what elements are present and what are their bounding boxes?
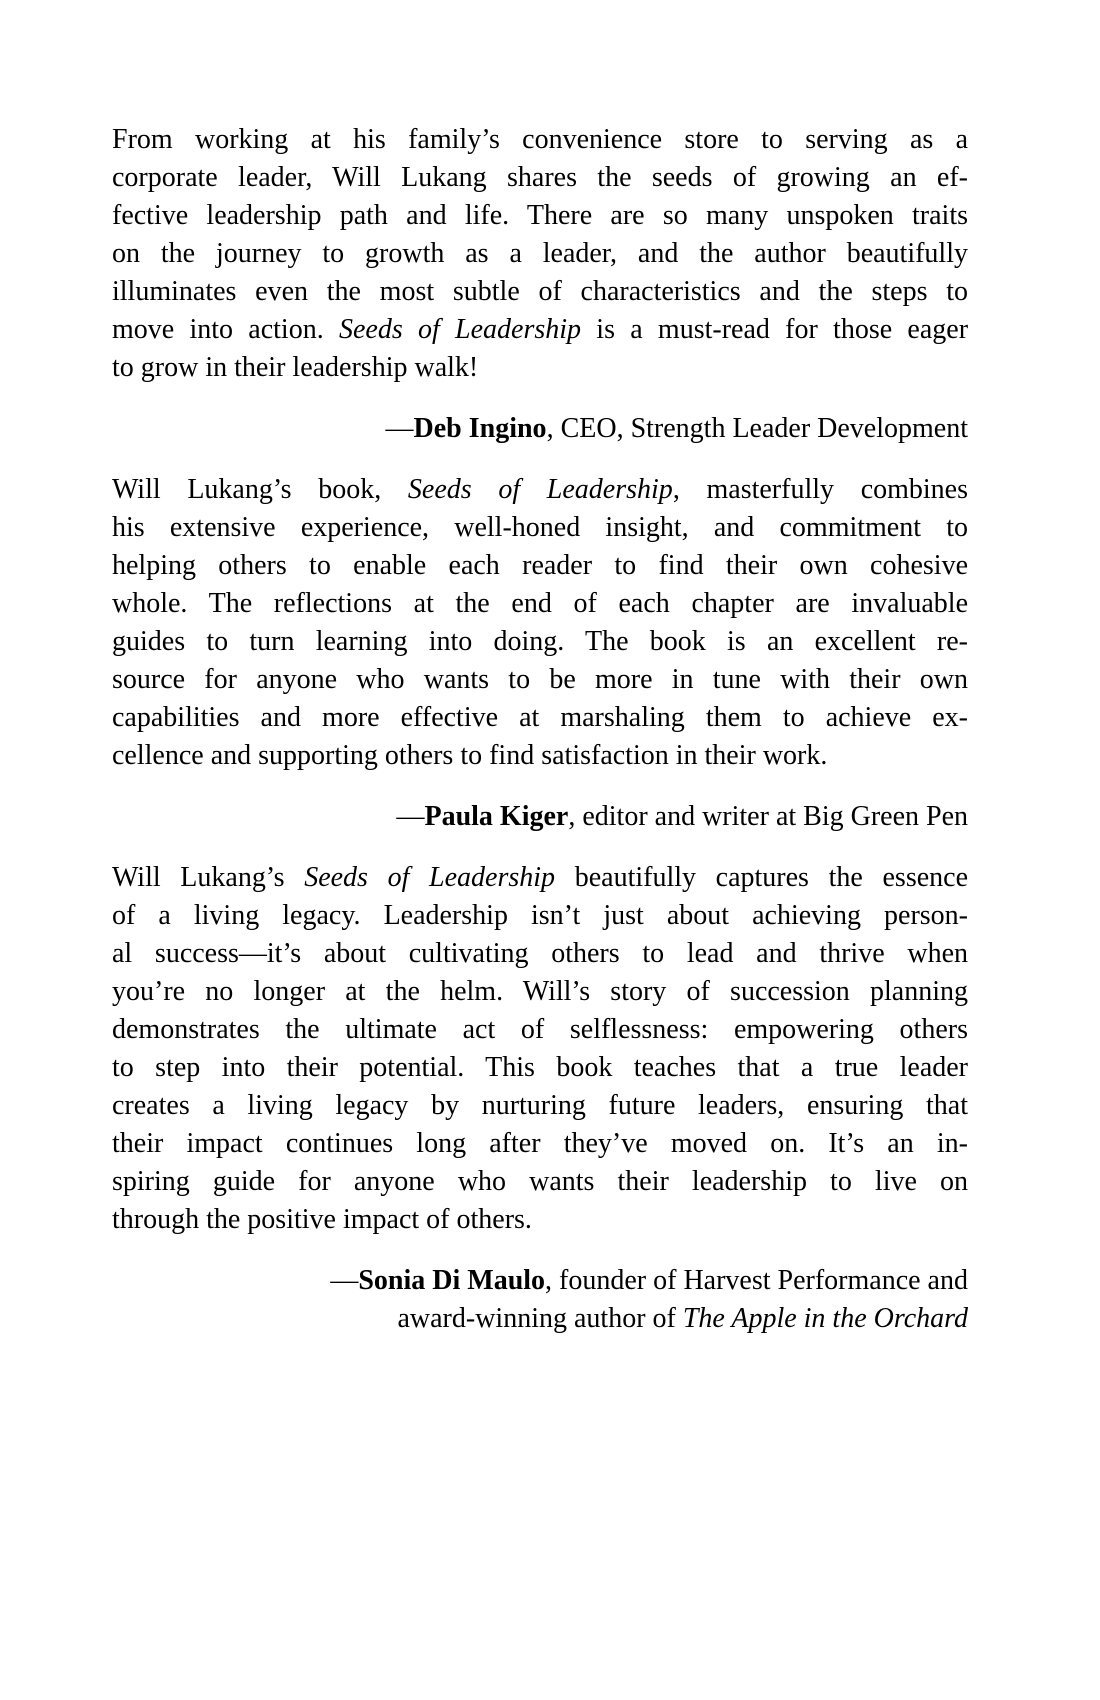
text-segment: — [396,801,425,832]
text-line [112,121,968,159]
text-segment: , masterfully combines [672,474,969,505]
text-segment: you’re no longer at the helm. Will’s story of succession planning [112,976,968,1007]
text-segment: creates a living legacy by nurturing future leaders, ensuring that [112,1090,968,1121]
text-segment: of a living legacy. Leadership isn’t just about achieving person- [112,900,968,931]
text-line [112,623,968,661]
book-title: The Apple in the Orchard [682,1303,968,1334]
text-segment: Will Lukang’s [112,862,305,893]
endorsement-block-3 [112,859,968,1338]
text-segment: illuminates even the most subtle of characteristics and the steps to [112,276,968,307]
text-line [112,159,968,197]
text-line [112,1087,968,1125]
text-segment: move into action. [112,314,339,345]
endorsement-attribution [112,410,968,448]
text-segment: spiring guide for anyone who wants their leadership to live on [112,1166,968,1197]
text-segment: , CEO, Strength Leader Development [546,413,968,444]
text-line [112,1049,968,1087]
text-segment: al success—it’s about cultivating others to lead and thrive when [112,938,968,969]
endorsement-block-2 [112,471,968,836]
text-segment: guides to turn learning into doing. The book is an excellent re- [112,626,968,657]
endorsement-block-1 [112,121,968,448]
text-segment: corporate leader, Will Lukang shares the seeds of growing an ef- [112,162,968,193]
text-line [112,1163,968,1201]
text-line [112,273,968,311]
endorsement-attribution [112,1262,968,1338]
text-segment: is a must-read for those eager [581,314,969,345]
text-line [112,547,968,585]
text-segment: cellence and supporting others to find satisfaction in their work. [112,740,828,771]
text-segment: capabilities and more effective at marshaling them to achieve ex- [112,702,968,733]
text-line [112,509,968,547]
text-line [112,1125,968,1163]
person-name: Sonia Di Maulo [358,1265,546,1296]
text-line [112,1011,968,1049]
text-segment: , editor and writer at Big Green Pen [568,801,968,832]
endorsements-section [112,121,968,1361]
text-line [112,1300,968,1338]
text-segment: source for anyone who wants to be more in tune with their own [112,664,968,695]
book-title: Seeds of Leadership [338,314,582,345]
text-segment: to step into their potential. This book teaches that a true leader [112,1052,968,1083]
text-segment: helping others to enable each reader to find their own cohesive [112,550,968,581]
text-line [112,661,968,699]
text-segment: — [330,1265,359,1296]
text-segment: , founder of Harvest Performance and [545,1265,968,1296]
text-line [112,973,968,1011]
text-line [112,349,968,387]
text-segment: through the positive impact of others. [112,1204,532,1235]
text-segment: his extensive experience, well-honed insight, and commitment to [112,512,968,543]
text-segment: — [385,413,414,444]
text-line [112,1201,968,1239]
text-segment: Will Lukang’s book, [112,474,408,505]
text-line [112,897,968,935]
text-line [112,737,968,775]
text-line [112,1262,968,1300]
text-line [112,311,968,349]
text-line [112,859,968,897]
text-segment: beautifully captures the essence [555,862,968,893]
endorsement-attribution [112,798,968,836]
text-segment: award-winning author of [397,1303,683,1334]
text-segment: From working at his family’s convenience store to serving as a [112,124,968,155]
text-segment: demonstrates the ultimate act of selflessness: empowering others [112,1014,968,1045]
endorsement-paragraph [112,471,968,775]
text-segment: to grow in their leadership walk! [112,352,479,383]
text-line [112,235,968,273]
text-line [112,798,968,836]
book-title: Seeds of Leadership [304,862,556,893]
person-name: Paula Kiger [424,801,569,832]
text-segment: on the journey to growth as a leader, and the author beautifully [112,238,968,269]
text-line [112,197,968,235]
person-name: Deb Ingino [413,413,547,444]
text-segment: their impact continues long after they’ve moved on. It’s an in- [112,1128,968,1159]
text-line [112,699,968,737]
text-line [112,585,968,623]
text-line [112,935,968,973]
text-line [112,410,968,448]
text-line [112,471,968,509]
endorsement-paragraph [112,121,968,387]
endorsement-paragraph [112,859,968,1239]
text-segment: fective leadership path and life. There are so many unspoken traits [112,200,968,231]
book-title: Seeds of Leadership [407,474,673,505]
text-segment: whole. The reflections at the end of each chapter are invaluable [112,588,968,619]
